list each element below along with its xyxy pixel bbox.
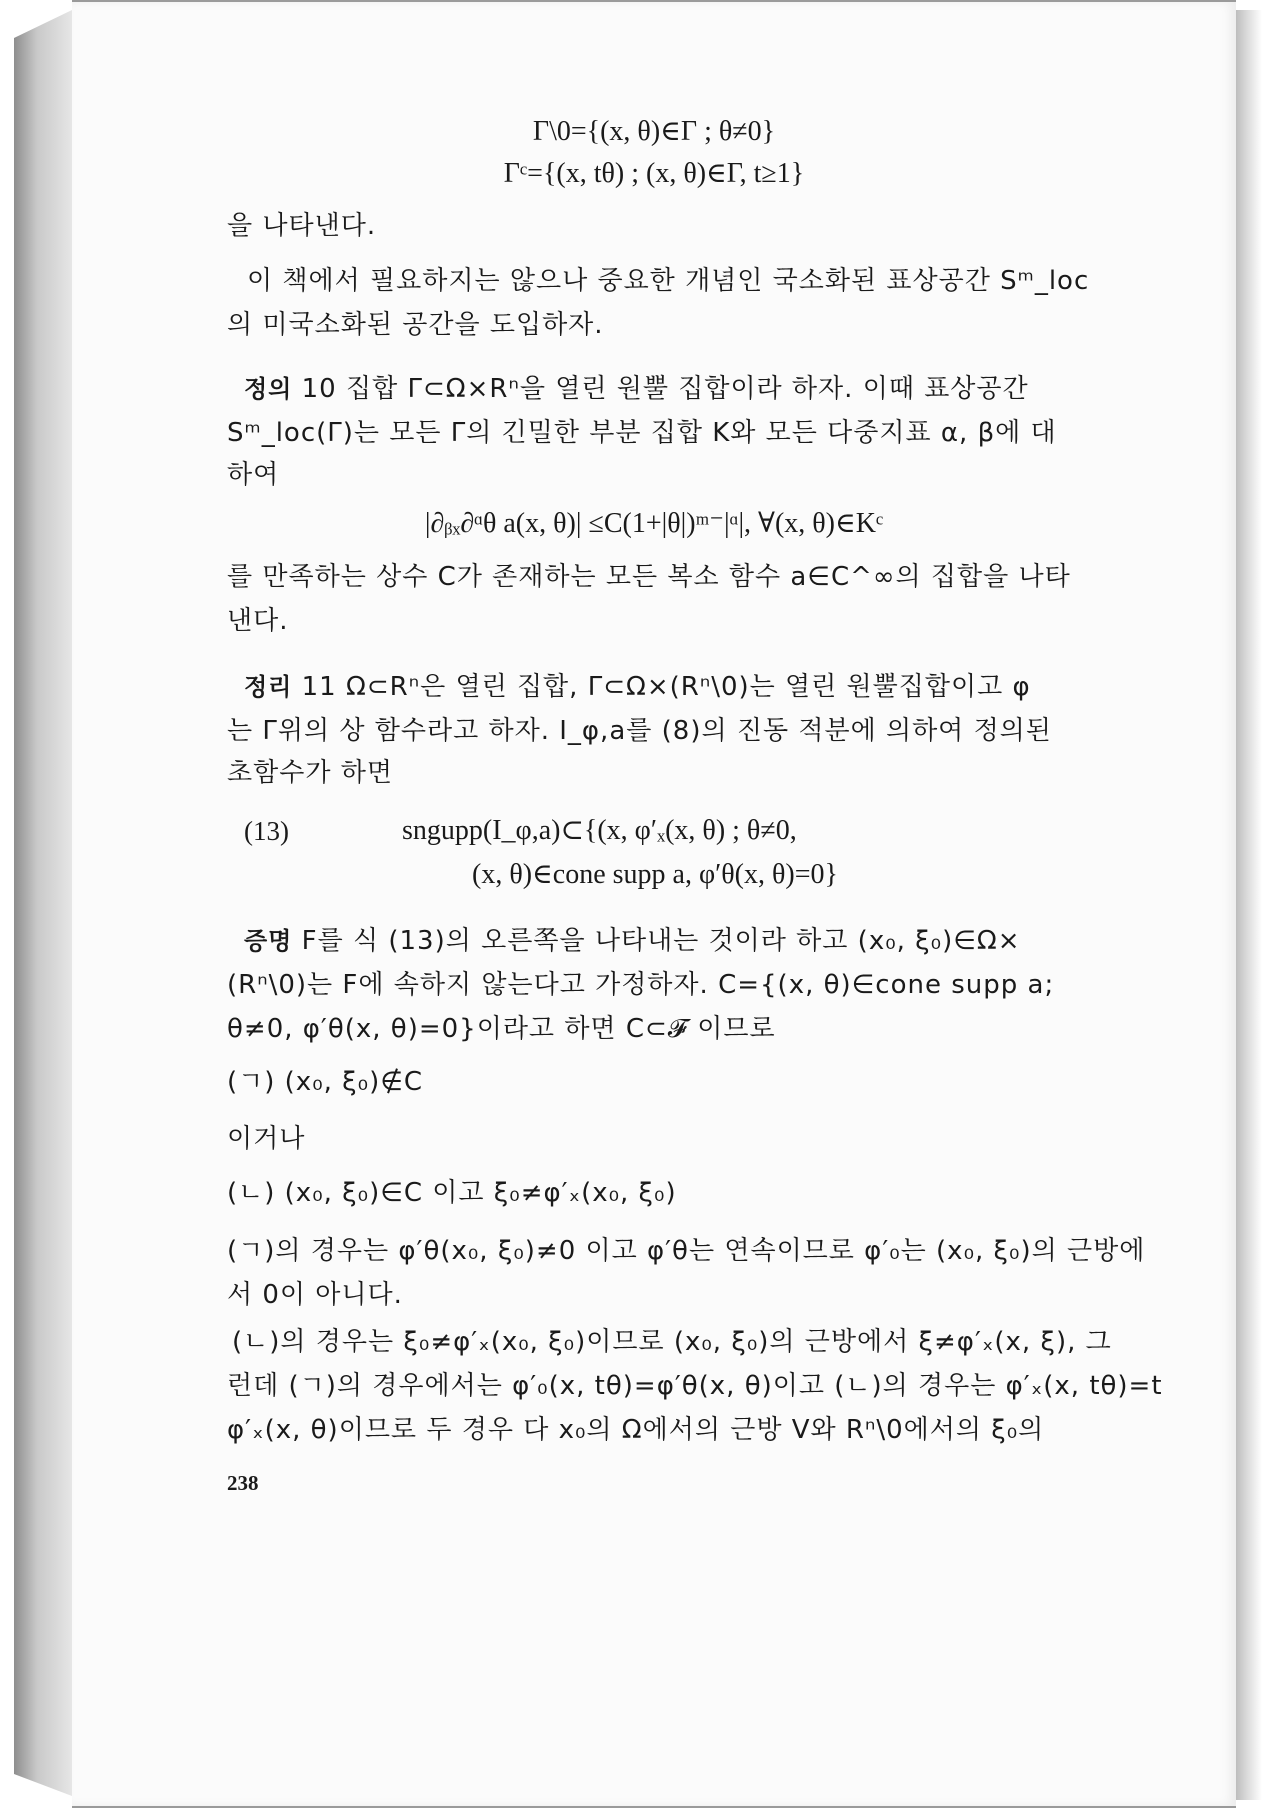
page-edge-shadow [1236, 10, 1262, 1800]
case-a: (ㄱ) (x₀, ξ₀)∉C [227, 1067, 424, 1097]
theorem-label: 정리 [244, 673, 293, 701]
text-line: θ≠0, φ′θ(x, θ)=0}이라고 하면 C⊂𝓕 이므로 [227, 1014, 776, 1044]
text-line: (ㄴ)의 경우는 ξ₀≠φ′ₓ(x₀, ξ₀)이므로 (x₀, ξ₀)의 근방에서 ξ≠φ′ₓ(x, ξ), 그 [232, 1327, 1112, 1357]
proof-text: F를 식 (13)의 오른쪽을 나타내는 것이라 하고 (x₀, ξ₀)∈Ω× [301, 926, 1021, 956]
case-b: (ㄴ) (x₀, ξ₀)∈C 이고 ξ₀≠φ′ₓ(x₀, ξ₀) [227, 1178, 677, 1208]
text-line: (ㄱ)의 경우는 φ′θ(x₀, ξ₀)≠0 이고 φ′θ는 연속이므로 φ′₀는 (x₀, ξ₀)의 근방에 [227, 1236, 1146, 1266]
equation-13-line-2: (x, θ)∈cone supp a, φ′θ(x, θ)=0} [472, 859, 838, 890]
book-spine [14, 10, 72, 1796]
text-line: 하여 [227, 460, 280, 490]
text-line: 는 Γ위의 상 함수라고 하자. I_φ,a를 (8)의 진동 적분에 의하여 정의된 [227, 716, 1052, 746]
text-line: 런데 (ㄱ)의 경우에서는 φ′₀(x, tθ)=φ′θ(x, θ)이고 (ㄴ)의 경우는 φ′ₓ(x, tθ)=t [227, 1371, 1163, 1401]
book-page [72, 0, 1236, 1808]
math-gamma-minus-zero: Γ\0={(x, θ)∈Γ ; θ≠0} [532, 116, 776, 147]
page-number: 238 [227, 1471, 259, 1495]
proof-line [244, 924, 1021, 958]
theorem-text: 11 Ω⊂Rⁿ은 열린 집합, Γ⊂Ω×(Rⁿ\0)는 열린 원뿔집합이고 φ [301, 672, 1031, 702]
text-line: 이 책에서 필요하지는 않으나 중요한 개념인 국소화된 표상공간 Sᵐ_loc [247, 266, 1090, 296]
definition-text: 10 집합 Γ⊂Ω×Rⁿ을 열린 원뿔 집합이라 하자. 이때 표상공간 [301, 374, 1029, 404]
proof-label: 증명 [244, 927, 293, 955]
text-line: 서 0이 아니다. [227, 1280, 403, 1310]
math-gamma-cone: Γᶜ={(x, tθ) ; (x, θ)∈Γ, t≥1} [503, 158, 805, 189]
text-line: 를 만족하는 상수 C가 존재하는 모든 복소 함수 a∈C^∞의 집합을 나타 [227, 562, 1071, 592]
text-line: φ′ₓ(x, θ)이므로 두 경우 다 x₀의 Ω에서의 근방 V와 Rⁿ\0에서의 ξ₀의 [227, 1415, 1045, 1445]
text-line: 낸다. [227, 606, 289, 636]
text-line: 의 미국소화된 공간을 도입하자. [227, 310, 604, 340]
text-line: 초함수가 하면 [227, 758, 393, 788]
definition-label: 정의 [244, 375, 293, 403]
equation-number: (13) [244, 816, 289, 846]
text-line: 을 나타낸다. [227, 211, 377, 241]
text-line: 이거나 [227, 1124, 306, 1154]
text-line: Sᵐ_loc(Γ)는 모든 Γ의 긴밀한 부분 집합 K와 모든 다중지표 α, β에 대 [227, 418, 1057, 448]
theorem-11-line [244, 670, 1031, 704]
text-line: (Rⁿ\0)는 F에 속하지 않는다고 가정하자. C={(x, θ)∈cone supp a; [227, 970, 1055, 1000]
definition-10-line [244, 372, 1029, 406]
math-symbol-estimate: |∂ᵦₓ∂ᵅθ a(x, θ)| ≤C(1+|θ|)ᵐ⁻|ᵅ|, ∀(x, θ)∈Kᶜ [424, 508, 884, 539]
equation-13-line-1: sngupp(I_φ,a)⊂{(x, φ′ₓ(x, θ) ; θ≠0, [402, 815, 797, 846]
